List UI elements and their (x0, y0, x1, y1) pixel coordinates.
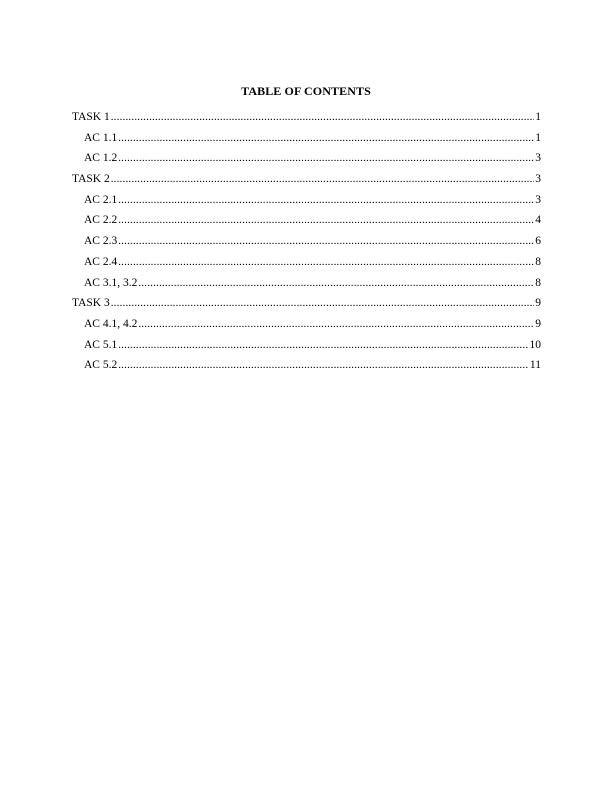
toc-leader-dots (118, 254, 534, 270)
toc-entry-label: AC 1.1 (84, 131, 118, 144)
toc-leader-dots (111, 295, 535, 311)
toc-entry-task-2[interactable] (72, 171, 541, 192)
toc-entry-page: 9 (535, 317, 541, 330)
toc-entry-page: 10 (529, 338, 541, 351)
toc-leader-dots (118, 337, 528, 353)
toc-entry-ac-5-2[interactable] (72, 357, 541, 378)
toc-entry-task-3[interactable] (72, 295, 541, 316)
toc-entry-ac-2-1[interactable] (72, 192, 541, 213)
toc-leader-dots (118, 150, 534, 166)
toc-entry-label: AC 2.2 (84, 214, 118, 227)
toc-entry-ac-5-1[interactable] (72, 337, 541, 358)
toc-entry-label: AC 3.1, 3.2 (84, 276, 138, 289)
toc-leader-dots (138, 316, 534, 332)
toc-entry-label: TASK 1 (72, 111, 110, 123)
toc-leader-dots (118, 233, 534, 249)
toc-entry-ac-3-1-3-2[interactable] (72, 275, 541, 296)
toc-leader-dots (118, 212, 534, 228)
toc-entry-page: 8 (535, 276, 541, 289)
toc-entry-label: AC 5.1 (84, 338, 118, 351)
toc-entry-label: AC 2.3 (84, 235, 118, 248)
toc-entry-label: AC 2.4 (84, 255, 118, 268)
toc-entry-page: 6 (535, 235, 541, 248)
toc-leader-dots (118, 192, 534, 208)
toc-leader-dots (138, 275, 534, 291)
toc-leader-dots (111, 109, 535, 125)
toc-entry-page: 3 (535, 152, 541, 165)
toc-entry-page: 3 (535, 173, 541, 186)
toc-entry-ac-2-4[interactable] (72, 254, 541, 275)
toc-entry-label: AC 1.2 (84, 152, 118, 165)
toc-entry-label: AC 4.1, 4.2 (84, 317, 138, 330)
toc-entry-page: 1 (535, 111, 541, 123)
toc-entry-label: AC 5.2 (84, 359, 118, 372)
toc-entry-label: TASK 2 (72, 173, 110, 186)
toc-leader-dots (111, 171, 535, 187)
toc-entry-page: 9 (535, 297, 541, 310)
toc-list (72, 109, 541, 378)
toc-entry-label: TASK 3 (72, 297, 110, 310)
toc-leader-dots (118, 130, 534, 146)
toc-title: TABLE OF CONTENTS (241, 84, 371, 98)
toc-entry-task-1[interactable] (72, 109, 541, 130)
toc-entry-label: AC 2.1 (84, 193, 118, 206)
toc-entry-ac-2-3[interactable] (72, 233, 541, 254)
toc-entry-ac-1-2[interactable] (72, 150, 541, 171)
toc-leader-dots (118, 357, 529, 373)
toc-entry-ac-2-2[interactable] (72, 212, 541, 233)
toc-entry-page: 1 (535, 131, 541, 144)
toc-entry-page: 11 (529, 359, 541, 372)
toc-entry-page: 3 (535, 193, 541, 206)
toc-entry-ac-1-1[interactable] (72, 130, 541, 151)
toc-entry-page: 4 (535, 214, 541, 227)
toc-entry-page: 8 (535, 255, 541, 268)
toc-entry-ac-4-1-4-2[interactable] (72, 316, 541, 337)
